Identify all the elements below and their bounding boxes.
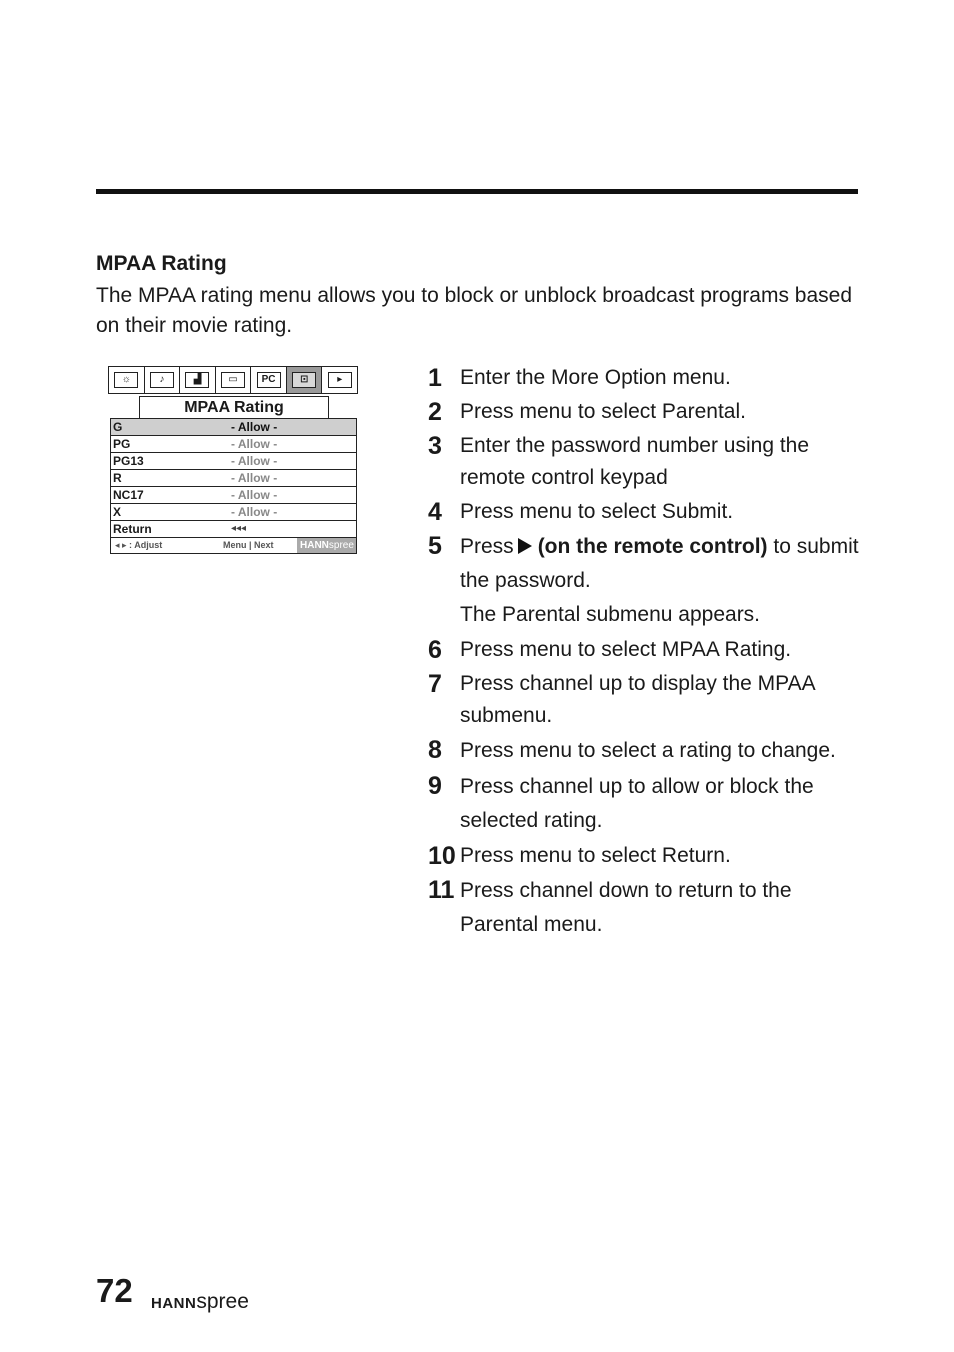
osd-title: MPAA Rating	[139, 396, 329, 418]
osd-icon-bar	[108, 366, 358, 394]
rating-label: R	[113, 471, 122, 485]
osd-menu	[108, 366, 358, 554]
return-row[interactable]	[111, 521, 356, 538]
step-item	[428, 530, 868, 632]
step-number: 2	[428, 398, 442, 426]
brand-logo: HANNspree	[151, 1290, 249, 1313]
brightness-icon[interactable]: ☼	[109, 367, 145, 393]
rating-row-pg13[interactable]	[111, 453, 356, 470]
rating-label: PG	[113, 437, 131, 451]
step-item	[428, 430, 868, 494]
rating-row-g[interactable]	[111, 419, 356, 436]
rating-row-pg[interactable]	[111, 436, 356, 453]
step-text: Press channel up to display the MPAA submenu.	[460, 672, 815, 727]
step-number: 1	[428, 364, 442, 392]
nav-hint: Menu | Next	[223, 540, 274, 550]
step-text: Enter the password number using the remote control keypad	[460, 434, 810, 489]
step-number: 6	[428, 636, 442, 664]
adjust-hint: ◂ ▸ : Adjust	[115, 540, 163, 550]
intro-paragraph: The MPAA rating menu allows you to block or unblock broadcast programs based on their movie rating.	[96, 284, 852, 337]
rating-row-x[interactable]	[111, 504, 356, 521]
steps-list	[428, 362, 868, 944]
step-item	[428, 874, 868, 942]
step-text: Press menu to select a rating to change.	[460, 739, 836, 762]
step-number: 5	[428, 532, 442, 560]
step-number: 11	[428, 876, 455, 904]
tv-icon[interactable]: ▭	[216, 367, 252, 393]
rating-value: - Allow -	[231, 505, 278, 519]
rating-row-nc17[interactable]	[111, 487, 356, 504]
step-item	[428, 362, 868, 394]
return-label: Return	[113, 522, 152, 536]
step-text: Enter the More Option menu.	[460, 366, 731, 389]
rating-value: - Allow -	[231, 437, 278, 451]
step-text: Press (on the remote control) to submit the password. The Parental submenu appears.	[460, 535, 859, 626]
step-number: 10	[428, 842, 456, 870]
section-title: MPAA Rating	[96, 252, 227, 275]
step-item	[428, 668, 868, 732]
step-text: Press menu to select Submit.	[460, 500, 734, 523]
step-note: The Parental submenu appears.	[460, 603, 761, 626]
step-item	[428, 734, 868, 768]
page-number: 72	[96, 1272, 133, 1309]
rating-label: G	[113, 420, 123, 434]
step-number: 4	[428, 498, 442, 526]
step-number: 7	[428, 670, 442, 698]
step-item	[428, 840, 868, 872]
pc-icon[interactable]: PC	[251, 367, 287, 393]
step-number: 8	[428, 736, 442, 764]
osd-footer	[111, 538, 356, 553]
step-item	[428, 634, 868, 666]
rating-value: - Allow -	[231, 488, 278, 502]
rating-label: NC17	[113, 488, 144, 502]
step-text: Press menu to select MPAA Rating.	[460, 638, 792, 661]
step-number: 3	[428, 432, 442, 460]
step-text: Press menu to select Return.	[460, 844, 731, 867]
more-option-icon[interactable]: ▸	[322, 367, 357, 393]
step-item	[428, 770, 868, 838]
osd-rating-table	[110, 418, 357, 554]
top-rule	[96, 189, 858, 194]
step-item	[428, 496, 868, 528]
rating-row-r[interactable]	[111, 470, 356, 487]
parental-icon[interactable]: ⊡	[287, 367, 323, 393]
rating-label: X	[113, 505, 122, 519]
step-text: Press menu to select Parental.	[460, 400, 746, 423]
step-text: Press channel down to return to the Parental menu.	[460, 879, 792, 936]
return-icon: ◂◂◂	[231, 523, 247, 534]
step-text: Press channel up to allow or block the selected rating.	[460, 775, 814, 832]
picture-icon[interactable]: ▟	[180, 367, 216, 393]
rating-value: - Allow -	[231, 454, 278, 468]
step-number: 9	[428, 772, 442, 800]
rating-label: PG13	[113, 454, 144, 468]
step-item	[428, 396, 868, 428]
osd-brand-logo: HANNspree	[297, 538, 356, 553]
rating-value: - Allow -	[231, 471, 278, 485]
audio-icon[interactable]: ♪	[145, 367, 181, 393]
rating-value: - Allow -	[231, 420, 278, 434]
play-triangle-icon	[518, 538, 532, 554]
